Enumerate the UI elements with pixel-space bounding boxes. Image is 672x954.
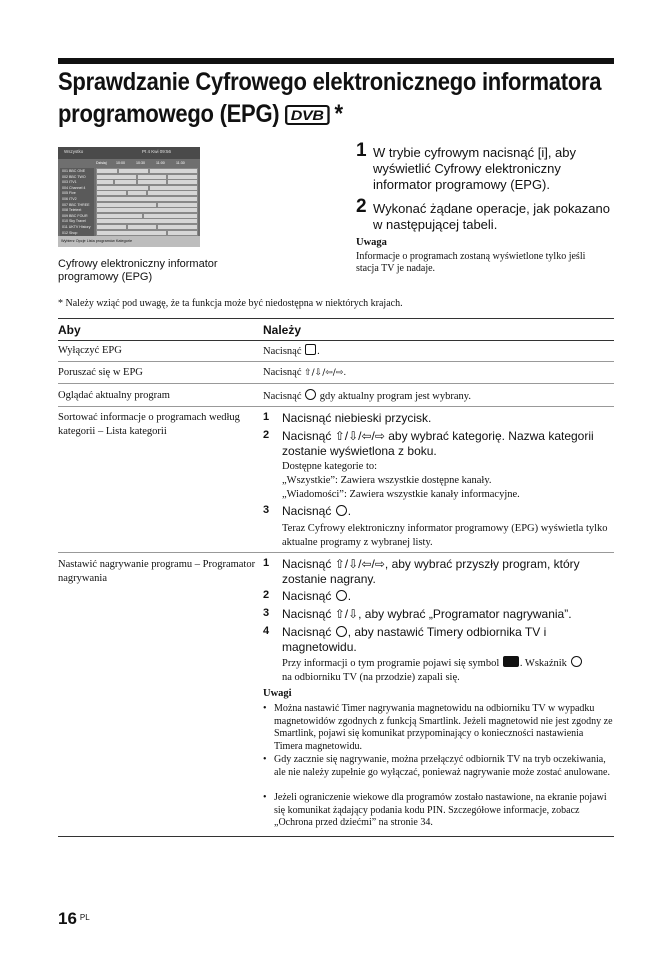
dvb-logo: DVB <box>285 105 329 125</box>
sort-step-2-text: Nacisnąć ⇧/⇩/⇦/⇨ aby wybrać kategorię. Nazwa kategorii zostanie wyświetlona z boku. <box>282 429 594 458</box>
timer-indicator-icon <box>571 656 582 667</box>
epg-channel-label: 012 Shop <box>62 230 78 235</box>
row-rule-3 <box>58 406 614 407</box>
step-1-text: W trybie cyfrowym nacisnąć [i], aby wyświetlić Cyfrowy elektroniczny informator programowy (EPG). <box>373 145 576 192</box>
timer-notes-heading: Uwagi <box>263 688 292 699</box>
timer-info-c: na odbiorniku TV (na przodzie) zapali się. <box>282 671 460 683</box>
epg-channel-label: 010 Sky Travel <box>62 219 86 224</box>
epg-channel-label: 009 BBC FOUR <box>62 213 88 218</box>
sort-step-1-number: 1 <box>263 411 270 423</box>
page-number-value: 16 <box>58 909 77 928</box>
row-rule-1 <box>58 361 614 362</box>
epg-time-label: 10:30 <box>136 161 145 165</box>
top-rule <box>58 58 614 64</box>
sort-category-all: „Wszystkie”: Zawiera wszystkie dostępne kanały. <box>282 475 492 486</box>
table-header-rule <box>58 340 614 341</box>
epg-screenshot <box>58 147 200 247</box>
sort-step-3-text-wrap: Nacisnąć . <box>282 504 352 518</box>
step-2-number: 2 <box>356 196 367 217</box>
timer-step-4-text-b: , aby nastawić Timery odbiornika TV i magnetowidu. <box>282 625 547 654</box>
epg-time-label: 10:00 <box>116 161 125 165</box>
timer-step-4-text-wrap <box>282 625 614 655</box>
epg-time-label: 11:00 <box>156 161 165 165</box>
sort-category-news: „Wiadomości”: Zawiera wszystkie kanały informacyjne. <box>282 489 520 500</box>
table-bottom-rule <box>58 836 614 837</box>
sort-step-3-number: 3 <box>263 504 270 516</box>
epg-channel-label: 001 BBC ONE <box>62 169 86 173</box>
sort-step-3-text: Nacisnąć <box>282 504 332 518</box>
epg-channel-label: 005 Five <box>62 191 76 196</box>
ok-button-icon <box>336 590 347 601</box>
title-line-2-text: programowego (EPG) <box>58 100 280 128</box>
row-3-action-text: Nacisnąć <box>263 391 302 402</box>
ok-button-icon <box>305 389 316 400</box>
epg-channel-label: 003 ITV1 <box>62 180 77 185</box>
title-line-1: Sprawdzanie Cyfrowego elektronicznego informatora <box>58 68 602 96</box>
row-1-action-end: . <box>317 346 320 357</box>
epg-channel-label: 002 BBC TWO <box>62 174 86 179</box>
step-1-number: 1 <box>356 140 367 161</box>
epg-program-cell <box>96 230 167 236</box>
note-heading: Uwaga <box>356 237 387 248</box>
ok-button-icon <box>336 626 347 637</box>
epg-channel-label: 008 Teletext <box>62 208 82 213</box>
row-navigate-label: Poruszać się w EPG <box>58 367 143 378</box>
epg-header-date: Pt 4 Kwi 09:56 <box>142 149 172 154</box>
timer-step-3-text: Nacisnąć ⇧/⇩, aby wybrać „Programator nagrywania”. <box>282 607 572 621</box>
timer-note-1-text: Można nastawić Timer nagrywania magnetowidu na odbiorniku TV w wypadku magnetowidów zgodnych z funkcją Smartlink. Jeżeli magnetowid nie jest zgodny ze Smartlink, pojawi się komunikat przypominający o konieczności nastawienia Timera magnetowidu. <box>274 703 613 752</box>
timer-note-3-text: Jeżeli ograniczenie wiekowe dla programów zostało nastawione, na ekranie pojawi się komunikat żądający podania kodu PIN. Szczegółowe informacje, zobacz „Ochrona przed dziećmi” na stronie 34. <box>274 792 607 828</box>
timer-info-b: . Wskaźnik <box>519 658 567 669</box>
epg-channel-label: 004 Channel 4 <box>62 185 86 190</box>
timer-note-2-text: Gdy zacznie się nagrywanie, można przełączyć odbiornik TV na tryb oczekiwania, ale nie należy zupełnie go wyłączać, ponieważ nagrywanie może zostać anulowane. <box>274 754 610 778</box>
table-header-nalezy: Należy <box>263 323 302 337</box>
epg-header <box>58 147 200 159</box>
epg-program-cell <box>167 230 198 236</box>
row-watch-label: Oglądać aktualny program <box>58 390 170 401</box>
note-text: Informacje o programach zostaną wyświetlone tylko jeśli stacja TV je nadaje. <box>356 251 586 274</box>
timer-step-4-number: 4 <box>263 625 270 637</box>
arrow-keys-icon: ⇧/⇩/⇦/⇨. <box>304 368 347 378</box>
step-2-text: Wykonać żądane operacje, jak pokazano w następującej tabeli. <box>373 201 610 232</box>
timer-step-4-text-a: Nacisnąć <box>282 625 332 639</box>
ok-button-icon <box>336 505 347 516</box>
timer-step-3-number: 3 <box>263 607 270 619</box>
footnote: * Należy wziąć pod uwagę, że ta funkcja może być niedostępna w niektórych krajach. <box>58 298 403 309</box>
timer-step-2-text: Nacisnąć <box>282 589 332 603</box>
row-2-action-text: Nacisnąć <box>263 367 302 378</box>
row-sort-label: Sortować informacje o programach według kategorii – Lista kategorii <box>58 412 240 437</box>
table-header-aby: Aby <box>58 323 81 337</box>
epg-header-category: Wszystko <box>64 149 84 154</box>
epg-button-icon <box>305 344 316 355</box>
row-navigate-action <box>263 366 613 381</box>
timer-step-1-number: 1 <box>263 557 270 569</box>
page-title <box>58 66 602 130</box>
screenshot-caption: Cyfrowy elektroniczny informator programowy (EPG) <box>58 258 218 283</box>
record-symbol-icon <box>503 656 519 667</box>
page-number <box>58 909 90 929</box>
timer-info <box>282 656 614 684</box>
row-3-action-end: gdy aktualny program jest wybrany. <box>319 391 471 402</box>
epg-footer <box>58 236 200 247</box>
epg-time-label: 11:30 <box>176 161 185 165</box>
row-rule-4 <box>58 552 614 553</box>
row-disable-epg-action <box>263 344 613 359</box>
timer-step-2-number: 2 <box>263 589 270 601</box>
row-1-action-text: Nacisnąć <box>263 346 302 357</box>
sort-step-3-note: Teraz Cyfrowy elektroniczny informator programowy (EPG) wyświetla tylko aktualne programy z wybranej listy. <box>282 523 608 548</box>
timer-info-a: Przy informacji o tym programie pojawi się symbol <box>282 658 500 669</box>
page-language: PL <box>79 913 90 922</box>
epg-channel-label: 006 ITV2 <box>62 197 77 201</box>
sort-available: Dostępne kategorie to: <box>282 461 378 472</box>
epg-channel-label: 011 UKTV History <box>62 225 91 229</box>
row-disable-epg-label: Wyłączyć EPG <box>58 345 122 356</box>
epg-footer-text: Wybierz Opcje Lista programów Kategorie <box>61 239 133 243</box>
row-watch-action <box>263 389 613 404</box>
timer-step-2-text-wrap: Nacisnąć . <box>282 589 352 603</box>
table-top-rule <box>58 318 614 319</box>
row-rule-2 <box>58 383 614 384</box>
title-line-2 <box>58 98 551 130</box>
row-timer-label: Nastawić nagrywanie programu – Programator nagrywania <box>58 559 256 584</box>
title-asterisk: * <box>334 100 343 128</box>
timer-step-1-text: Nacisnąć ⇧/⇩/⇦/⇨, aby wybrać przyszły program, który zostanie nagrany. <box>282 557 580 586</box>
epg-time-label: Dzisiaj <box>96 161 107 165</box>
epg-channel-row <box>60 230 94 236</box>
sort-step-2-number: 2 <box>263 429 270 441</box>
sort-step-1-text: Nacisnąć niebieski przycisk. <box>282 411 432 425</box>
epg-channel-label: 007 BBC THREE <box>62 202 90 207</box>
